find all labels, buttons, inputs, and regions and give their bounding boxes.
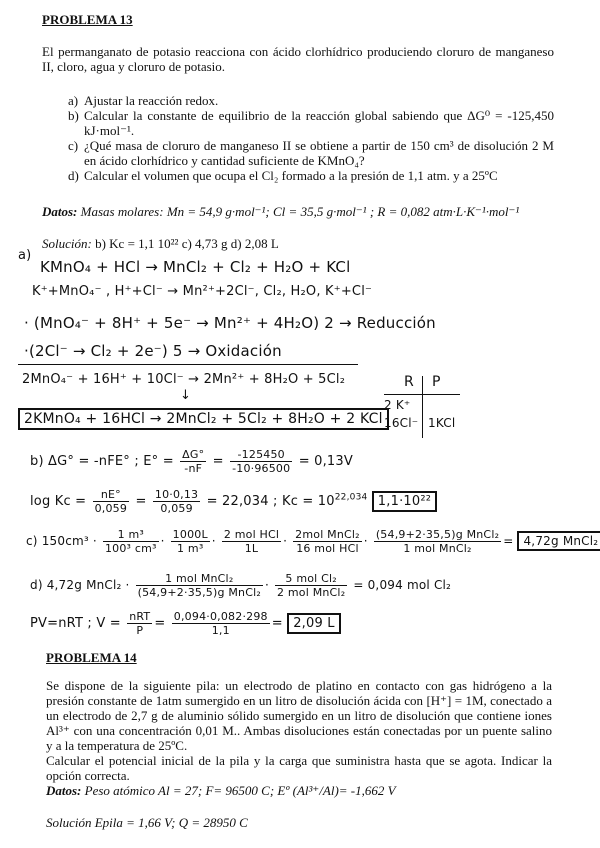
problem-13-data: Datos: Masas molares: Mn = 54,9 g·mol⁻¹; Cl = 35,5 g·mol⁻¹ ; R = 0,082 atm·L·K⁻¹·mol⁻¹ [42,204,520,219]
hand-part-c: c) 150cm³ · $\frac{\text{1 m³}}{\text{100³ cm³}}$ · $\frac{1000L}{\text{1 m³}}$ · $\frac{\text{2 mol HCl}}{1L}$ · $\frac{\text{2mol MnCl₂}}{\text{16 mol HCl}}$ · $\frac{\text{(54,9+2·35,5)g MnCl₂}}{\text{1 mol MnCl₂}}$ = 4,72g MnCl₂ [26,528,600,555]
question-c: c) ¿Qué masa de cloruro de manganeso II se obtiene a partir de 150 cm³ de disolución 2 M en ácido clorhídrico y cantidad suficiente de KMnO₄? [68,138,554,168]
sum-line [18,364,358,365]
hand-equation-2: K⁺+MnO₄⁻ , H⁺+Cl⁻ → Mn²⁺+2Cl⁻, Cl₂, H₂O, K⁺+Cl⁻ [32,284,373,299]
hand-a-label: a) [18,248,32,263]
problem-14-question: Calcular el potencial inicial de la pila y la carga que suministra hasta que se agota. Indicar la opción correcta. [46,753,552,783]
ion-balance-table: R P 2 K⁺ 16Cl⁻ 1KCl [384,374,470,438]
problem-14-data: Datos: Peso atómico Al = 27; F= 96500 C; Eº (Al³⁺/Al)= -1,662 V [46,783,396,798]
hand-part-b-line1: b) ΔG° = -nFE° ; E° = $\frac{\Delta G^\circ}{-nF}$ = $\frac{-125450}{-10\cdot 96500}$ = 0,13V [30,448,353,475]
question-b: b) Calcular la constante de equilibrio de la reacción global sabiendo que ΔG⁰ = -125,450 kJ·mol⁻¹. [68,108,554,138]
hand-half-reaction-2: ·(2Cl⁻ → Cl₂ + 2e⁻) 5 → Oxidación [24,342,282,360]
hand-part-d: d) 4,72g MnCl₂ · $\frac{\text{1 mol MnCl₂}}{\text{(54,9+2·35,5)g MnCl₂}}$ · $\frac{\text{5 mol Cl₂}}{\text{2 mol MnCl₂}}$ = 0,094 mol Cl₂ [30,572,452,599]
volume-result-box: 2,09 L [287,613,341,634]
problem-13-statement: El permanganato de potasio reacciona con ácido clorhídrico produciendo cloruro de manganeso II, cloro, agua y cloruro de potasio. [42,44,554,74]
hand-half-reaction-1: · (MnO₄⁻ + 8H⁺ + 5e⁻ → Mn²⁺ + 4H₂O) 2 → Reducción [24,314,436,332]
question-a: a) Ajustar la reacción redox. [68,93,219,108]
problem-14-statement: Se dispone de la siguiente pila: un electrodo de platino en contacto con gas hidrógeno a la presión constante de 1atm sumergido en un litro de disolución ácida con [H⁺] = 1M, conectado a un electrodo de 2,7 g de aluminio sólido sumergido en un litro de disolución que contiene iones Al³⁺ con una concentración 0,01 M.. Ambas disoluciones están conectadas por un puente salino y a la temperatura de 25ºC. [46,678,552,753]
problem-13-solution: Solución: b) Kc = 1,1 10²² c) 4,73 g d) 2,08 L [42,236,279,251]
hand-equation-1: KMnO₄ + HCl → MnCl₂ + Cl₂ + H₂O + KCl [40,258,351,276]
hand-molecular-equation-box: 2KMnO₄ + 16HCl → 2MnCl₂ + 5Cl₂ + 8H₂O + 2 KCl [18,408,389,430]
question-d: d) Calcular el volumen que ocupa el Cl₂ formado a la presión de 1,1 atm. y a 25ºC [68,168,498,183]
problem-13-questions [68,93,554,183]
problem-14-title: PROBLEMA 14 [46,650,137,665]
problem-14-solution: Solución Epila = 1,66 V; Q = 28950 C [46,815,248,830]
mass-result-box: 4,72g MnCl₂ [517,531,600,551]
hand-ionic-equation: 2MnO₄⁻ + 16H⁺ + 10Cl⁻ → 2Mn²⁺ + 8H₂O + 5Cl₂ [22,372,346,387]
hand-part-b-line2: log Kc = $\frac{nE^\circ}{0,059}$ = $\frac{10\cdot 0,13}{0,059}$ = 22,034 ; $Kc = 10^{22,034}$ 1,1·10²² [30,488,437,515]
kc-result-box: 1,1·10²² [372,491,437,512]
hand-ideal-gas: PV=nRT ; V = $\frac{\text{nRT}}{P}$ = $\frac{0,094\cdot 0,082\cdot 298}{1,1}$ = 2,09 L [30,610,341,637]
problem-13-title: PROBLEMA 13 [42,12,133,27]
down-arrow-icon: ↓ [180,388,192,403]
